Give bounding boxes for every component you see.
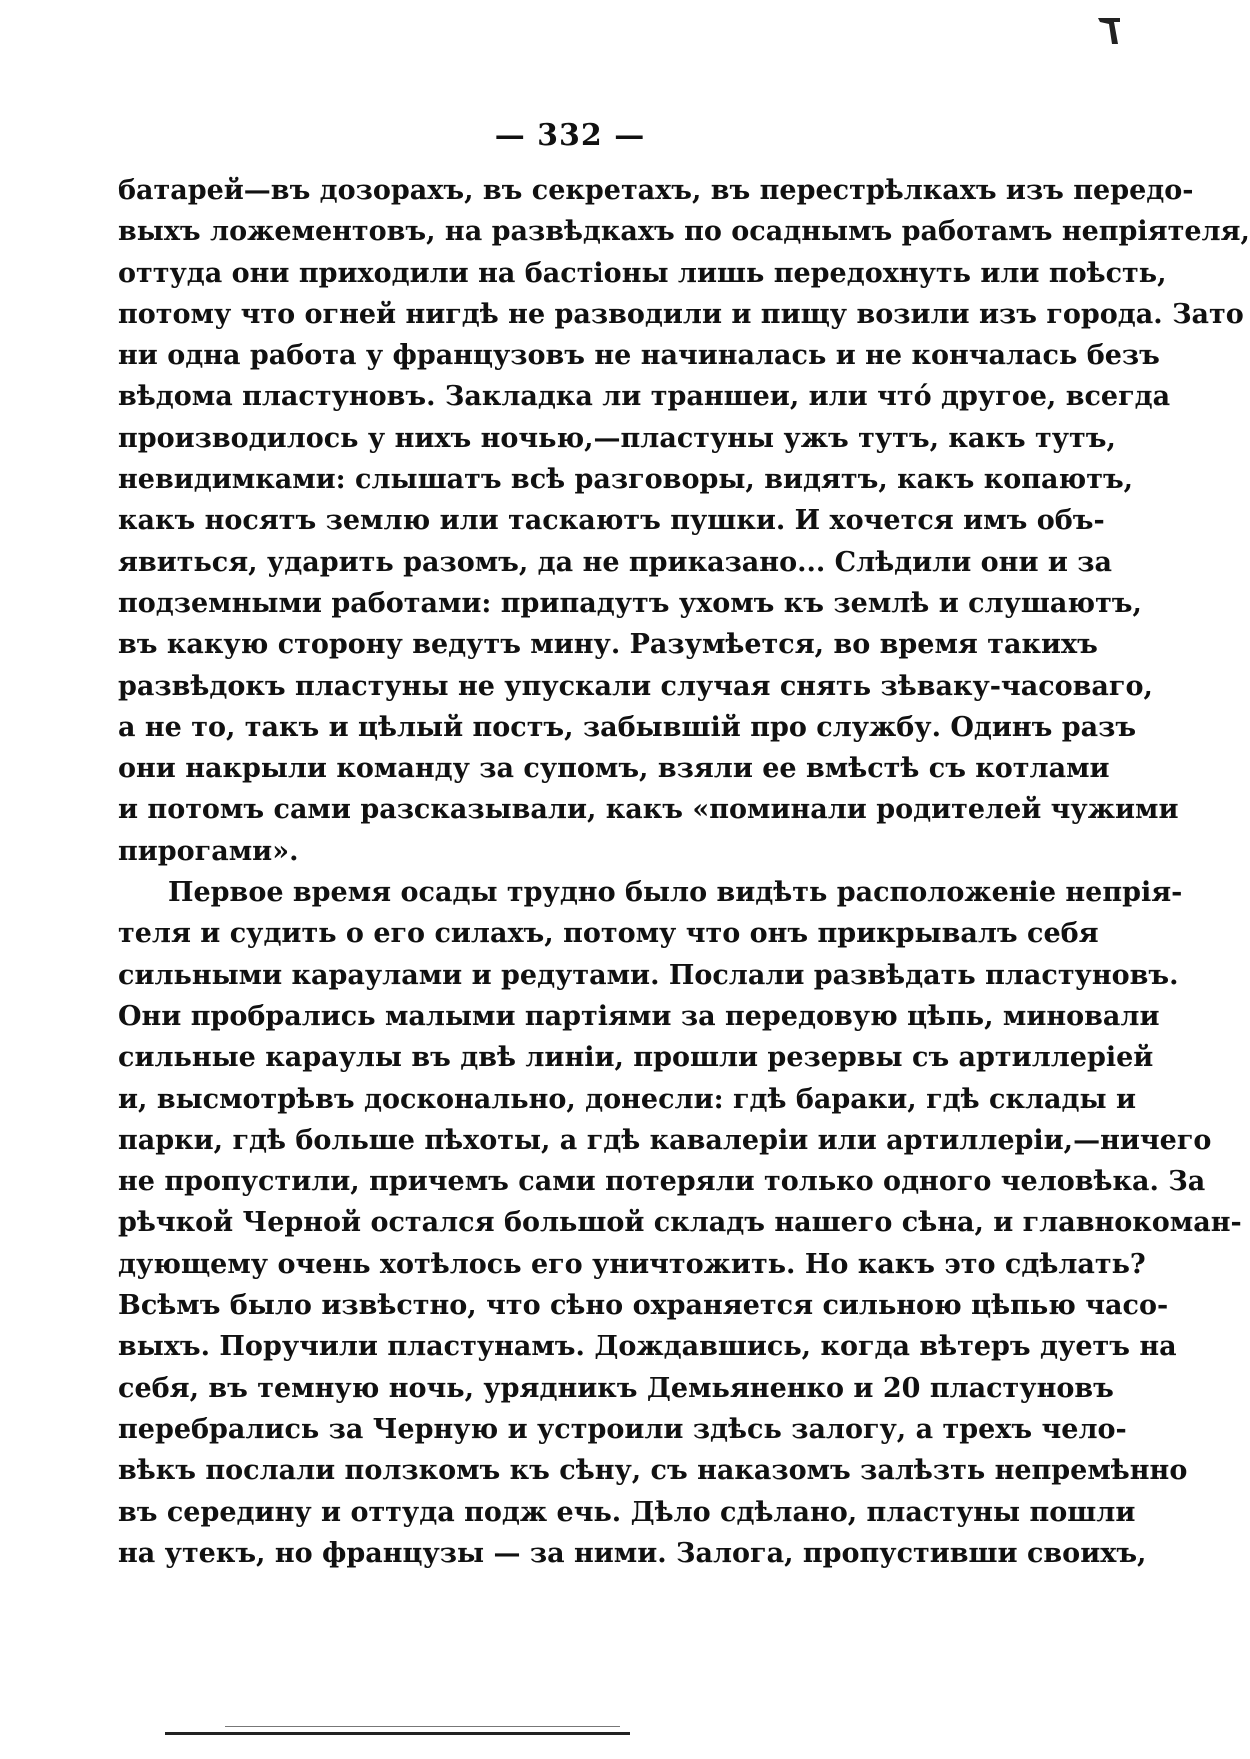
text-line: и, высмотрѣвъ досконально, донесли: гдѣ бараки, гдѣ склады и bbox=[118, 1083, 1136, 1115]
text-line: развѣдокъ пластуны не упускали случая снять зѣваку-часоваго, bbox=[118, 670, 1153, 702]
text-line: дующему очень хотѣлось его уничтожить. Но какъ это сдѣлать? bbox=[118, 1248, 1146, 1280]
text-line: они накрыли команду за супомъ, взяли ее вмѣстѣ съ котлами bbox=[118, 753, 1110, 785]
text-line: на утекъ, но французы — за ними. Залога, пропустивши своихъ, bbox=[118, 1537, 1147, 1569]
text-line: не пропустили, причемъ сами потеряли только одного человѣка. За bbox=[118, 1166, 1206, 1198]
text-line: производилось у нихъ ночью,—пластуны ужъ тутъ, какъ тутъ, bbox=[118, 422, 1116, 454]
text-line: Всѣмъ было извѣстно, что сѣно охраняется сильною цѣпью часо- bbox=[118, 1290, 1169, 1322]
body-text bbox=[118, 170, 1250, 1574]
bottom-rule-faint bbox=[225, 1726, 620, 1727]
text-line: парки, гдѣ больше пѣхоты, а гдѣ кавалеріи или артиллеріи,—ничего bbox=[118, 1124, 1212, 1156]
text-line: въ середину и оттуда подж ечь. Дѣло сдѣлано, пластуны пошли bbox=[118, 1496, 1136, 1528]
text-line: какъ носятъ землю или таскаютъ пушки. И хочется имъ объ- bbox=[118, 505, 1105, 537]
text-line: Они пробрались малыми партіями за передовую цѣпь, миновали bbox=[118, 1000, 1160, 1032]
text-line: выхъ ложементовъ, на развѣдкахъ по осаднымъ работамъ непріятеля, bbox=[118, 216, 1250, 248]
text-line: оттуда они приходили на бастіоны лишь передохнуть или поѣсть, bbox=[118, 257, 1167, 289]
text-line: и потомъ сами разсказывали, какъ «поминали родителей чужими bbox=[118, 794, 1179, 826]
text-line: потому что огней нигдѣ не разводили и пищу возили изъ города. Зато bbox=[118, 298, 1244, 330]
text-line: ни одна работа у французовъ не начиналась и не кончалась безъ bbox=[118, 340, 1160, 372]
text-line: батарей—въ дозорахъ, въ секретахъ, въ перестрѣлкахъ изъ передо- bbox=[118, 175, 1194, 206]
text-line: перебрались за Черную и устроили здѣсь залогу, а трехъ чело- bbox=[118, 1413, 1127, 1445]
text-line: сильными караулами и редутами. Послали развѣдать пластуновъ. bbox=[118, 959, 1179, 991]
page-corner-mark-icon bbox=[1096, 14, 1122, 48]
text-line: сильные караулы въ двѣ линіи, прошли резервы съ артиллеріей bbox=[118, 1042, 1154, 1074]
page-number: — 332 — bbox=[494, 118, 646, 153]
text-line: себя, въ темную ночь, урядникъ Демьяненко и 20 пластуновъ bbox=[118, 1372, 1114, 1404]
text-line: подземными работами: припадутъ ухомъ къ землѣ и слушаютъ, bbox=[118, 587, 1142, 619]
text-line: а не то, такъ и цѣлый постъ, забывшій про службу. Одинъ разъ bbox=[118, 711, 1137, 743]
text-line: пирогами». bbox=[118, 835, 299, 867]
text-line: явиться, ударить разомъ, да не приказано... Слѣдили они и за bbox=[118, 546, 1113, 578]
text-line: вѣкъ послали ползкомъ къ сѣну, съ наказомъ залѣзть непремѣнно bbox=[118, 1455, 1188, 1487]
text-line: въ какую сторону ведутъ мину. Разумѣется, во время такихъ bbox=[118, 629, 1098, 661]
paragraph-start-line: Первое время осады трудно было видѣть расположеніе непрія- bbox=[168, 877, 1183, 909]
text-line: выхъ. Поручили пластунамъ. Дождавшись, когда вѣтеръ дуетъ на bbox=[118, 1331, 1177, 1363]
text-line: невидимками: слышатъ всѣ разговоры, видятъ, какъ копаютъ, bbox=[118, 464, 1134, 496]
bottom-rule bbox=[165, 1732, 630, 1735]
text-line: теля и судить о его силахъ, потому что онъ прикрывалъ себя bbox=[118, 918, 1099, 950]
text-line: вѣдома пластуновъ. Закладка ли траншеи, или чтó другое, всегда bbox=[118, 381, 1171, 413]
text-line: рѣчкой Черной остался большой складъ нашего сѣна, и главнокоман- bbox=[118, 1207, 1242, 1239]
